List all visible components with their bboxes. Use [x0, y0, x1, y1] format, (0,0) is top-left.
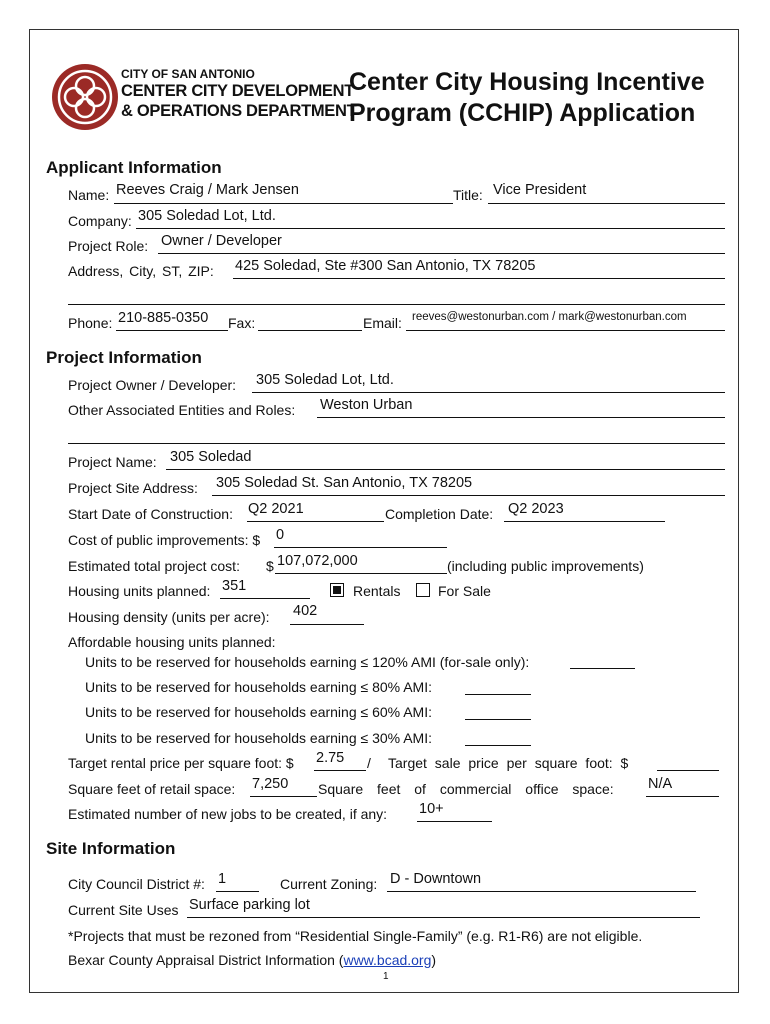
phone-label: Phone: — [68, 315, 113, 331]
fax-field[interactable] — [258, 330, 362, 331]
district-field[interactable] — [216, 891, 259, 892]
seal-icon — [50, 62, 120, 132]
address-value: 425 Soledad, Ste #300 San Antonio, TX 78205 — [235, 258, 536, 274]
entities-value: Weston Urban — [320, 397, 413, 413]
affordable-label: Affordable housing units planned: — [68, 634, 276, 650]
total-cost-label: Estimated total project cost: — [68, 558, 240, 574]
project-name-label: Project Name: — [68, 454, 157, 470]
role-field[interactable] — [158, 253, 725, 254]
email-field[interactable] — [406, 330, 725, 331]
density-field[interactable] — [290, 624, 364, 625]
ami120-label: Units to be reserved for households earning ≤ 120% AMI (for-sale only): — [85, 654, 530, 670]
phone-value: 210-885-0350 — [118, 310, 209, 326]
logo-dept-line2: & OPERATIONS DEPARTMENT — [121, 102, 357, 120]
completion-label: Completion Date: — [385, 506, 494, 522]
sale-price-field[interactable] — [657, 770, 719, 771]
sale-price-label: Target sale price per square foot: $ — [388, 755, 629, 771]
site-uses-field[interactable] — [187, 917, 700, 918]
title-value: Vice President — [493, 182, 587, 198]
retail-field[interactable] — [250, 796, 317, 797]
total-cost-note: (including public improvements) — [447, 558, 644, 574]
owner-field[interactable] — [252, 392, 725, 393]
applicant-heading: Applicant Information — [46, 158, 222, 177]
bcad-link[interactable]: www.bcad.org — [343, 952, 432, 968]
bexar-label: Bexar County Appraisal District Information ( — [68, 952, 344, 968]
page-title-line2: Program (CCHIP) Application — [349, 99, 696, 127]
email-label: Email: — [363, 315, 402, 331]
for-sale-label: For Sale — [438, 583, 491, 599]
address-field[interactable] — [233, 278, 725, 279]
jobs-field[interactable] — [417, 821, 492, 822]
rentals-label: Rentals — [353, 583, 401, 599]
role-value: Owner / Developer — [161, 233, 282, 249]
office-label: Square feet of commercial office space: — [318, 781, 614, 797]
company-field[interactable] — [136, 228, 725, 229]
zoning-field[interactable] — [387, 891, 696, 892]
address-field-line2[interactable] — [68, 304, 725, 305]
rental-price-value: 2.75 — [316, 750, 345, 766]
ami60-label: Units to be reserved for households earning ≤ 60% AMI: — [85, 704, 432, 720]
phone-field[interactable] — [116, 330, 228, 331]
site-uses-label: Current Site Uses — [68, 902, 179, 918]
zoning-value: D - Downtown — [390, 871, 482, 887]
site-address-label: Project Site Address: — [68, 480, 198, 496]
site-uses-value: Surface parking lot — [189, 897, 310, 913]
project-heading: Project Information — [46, 348, 202, 367]
page-number: 1 — [383, 971, 389, 982]
public-improvements-label: Cost of public improvements: $ — [68, 532, 261, 548]
city-logo — [50, 62, 120, 132]
density-label: Housing density (units per acre): — [68, 609, 270, 625]
application-page — [29, 29, 739, 993]
rentals-checkbox[interactable] — [330, 583, 344, 597]
price-slash: / — [367, 755, 371, 771]
email-value: reeves@westonurban.com / mark@westonurban.com — [412, 311, 687, 323]
retail-value: 7,250 — [252, 776, 289, 792]
units-field[interactable] — [220, 598, 310, 599]
entities-field-line2[interactable] — [68, 443, 725, 444]
jobs-label: Estimated number of new jobs to be created, if any: — [68, 806, 388, 822]
for-sale-checkbox[interactable] — [416, 583, 430, 597]
units-label: Housing units planned: — [68, 583, 211, 599]
project-name-field[interactable] — [166, 469, 725, 470]
title-label: Title: — [453, 187, 483, 203]
name-field[interactable] — [114, 203, 453, 204]
public-improvements-value: 0 — [276, 527, 285, 543]
completion-field[interactable] — [504, 521, 665, 522]
owner-value: 305 Soledad Lot, Ltd. — [256, 372, 394, 388]
rental-price-label: Target rental price per square foot: $ — [68, 755, 294, 771]
bexar-line — [68, 952, 436, 968]
site-address-field[interactable] — [212, 495, 725, 496]
total-cost-value: 107,072,000 — [277, 553, 358, 569]
page-title-line1: Center City Housing Incentive — [349, 68, 705, 96]
company-value: 305 Soledad Lot, Ltd. — [138, 208, 276, 224]
project-name-value: 305 Soledad — [170, 449, 252, 465]
logo-dept-line1: CENTER CITY DEVELOPMENT — [121, 82, 354, 100]
site-address-value: 305 Soledad St. San Antonio, TX 78205 — [216, 475, 473, 491]
retail-label: Square feet of retail space: — [68, 781, 236, 797]
role-label: Project Role: — [68, 238, 149, 254]
start-date-label: Start Date of Construction: — [68, 506, 233, 522]
district-label: City Council District #: — [68, 876, 205, 892]
density-value: 402 — [293, 603, 318, 619]
total-cost-dollar: $ — [266, 558, 274, 574]
logo-city-text: CITY OF SAN ANTONIO — [121, 67, 255, 81]
rental-price-field[interactable] — [314, 770, 366, 771]
title-field[interactable] — [488, 203, 725, 204]
completion-value: Q2 2023 — [508, 501, 564, 517]
address-label: Address, City, ST, ZIP: — [68, 263, 214, 279]
start-date-value: Q2 2021 — [248, 501, 304, 517]
entities-label: Other Associated Entities and Roles: — [68, 402, 296, 418]
jobs-value: 10+ — [419, 801, 444, 817]
office-value: N/A — [648, 776, 673, 792]
zoning-label: Current Zoning: — [280, 876, 378, 892]
name-value: Reeves Craig / Mark Jensen — [116, 182, 299, 198]
public-improvements-field[interactable] — [274, 547, 447, 548]
fax-label: Fax: — [228, 315, 256, 331]
total-cost-field[interactable] — [275, 573, 447, 574]
district-value: 1 — [218, 871, 227, 887]
ami60-field[interactable] — [465, 719, 531, 720]
start-date-field[interactable] — [247, 521, 384, 522]
owner-label: Project Owner / Developer: — [68, 377, 237, 393]
name-label: Name: — [68, 187, 110, 203]
office-field[interactable] — [646, 796, 719, 797]
ami80-label: Units to be reserved for households earning ≤ 80% AMI: — [85, 679, 432, 695]
ami120-field[interactable] — [570, 668, 635, 669]
ami30-field[interactable] — [465, 745, 531, 746]
ami80-field[interactable] — [465, 694, 531, 695]
ami30-label: Units to be reserved for households earning ≤ 30% AMI: — [85, 730, 432, 746]
site-heading: Site Information — [46, 839, 176, 858]
rezoning-note: *Projects that must be rezoned from “Residential Single-Family” (e.g. R1-R6) are not eligible. — [68, 928, 643, 944]
company-label: Company: — [68, 213, 132, 229]
bexar-close: ) — [431, 952, 437, 968]
entities-field[interactable] — [317, 417, 725, 418]
units-value: 351 — [222, 578, 247, 594]
